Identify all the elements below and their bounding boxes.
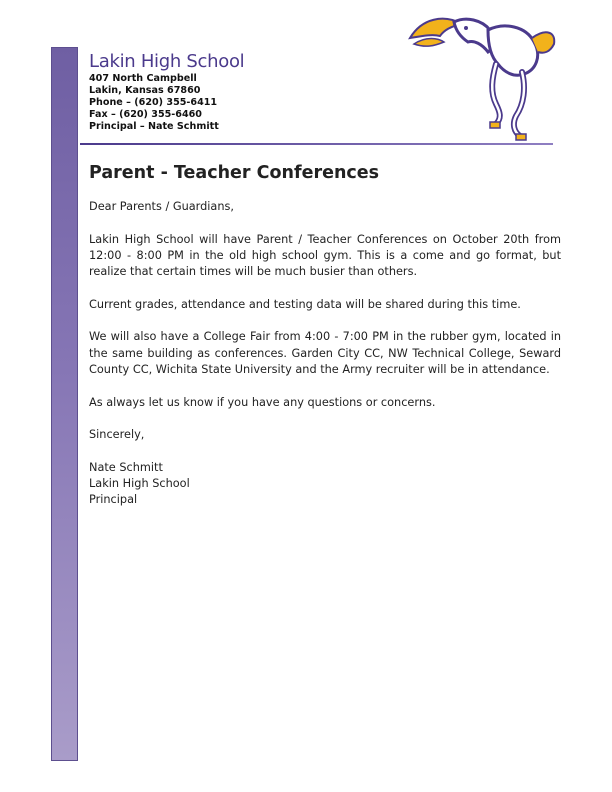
address-street: 407 North Campbell: [89, 73, 197, 84]
paragraph-grades: Current grades, attendance and testing data will be shared during this time.: [89, 297, 521, 311]
salutation: Dear Parents / Guardians,: [89, 200, 234, 213]
paragraph-conferences: Lakin High School will have Parent / Teacher Conferences on October 20th from 12:00 - 8:00 PM in the old high school gym. This is a come and go format, but realize that certain times will be much busier than others.: [89, 232, 561, 279]
closing: Sincerely,: [89, 428, 145, 442]
address-block: [89, 73, 219, 133]
address-fax: Fax – (620) 355-6460: [89, 109, 202, 120]
signature-block: [89, 460, 561, 509]
paragraph-college-fair: We will also have a College Fair from 4:00 - 7:00 PM in the rubber gym, located in the same building as conferences. Garden City CC, NW Technical College, Seward County CC, Wichita State University and the Army recruiter will be in attendance.: [89, 330, 561, 376]
header-divider: [80, 143, 553, 145]
address-city: Lakin, Kansas 67860: [89, 85, 201, 96]
address-phone: Phone – (620) 355-6411: [89, 97, 218, 108]
address-principal: Principal – Nate Schmitt: [89, 121, 219, 132]
paragraph-questions: As always let us know if you have any questions or concerns.: [89, 395, 436, 409]
signature-school: Lakin High School: [89, 477, 190, 491]
sidebar-accent-bar: [51, 47, 78, 761]
horse-mascot-logo-icon: [404, 8, 562, 142]
letter-body: [89, 199, 561, 509]
letter-title: Parent - Teacher Conferences: [89, 163, 380, 183]
signature-name: Nate Schmitt: [89, 460, 163, 474]
signature-title: Principal: [89, 493, 138, 507]
school-name: Lakin High School: [89, 51, 245, 72]
